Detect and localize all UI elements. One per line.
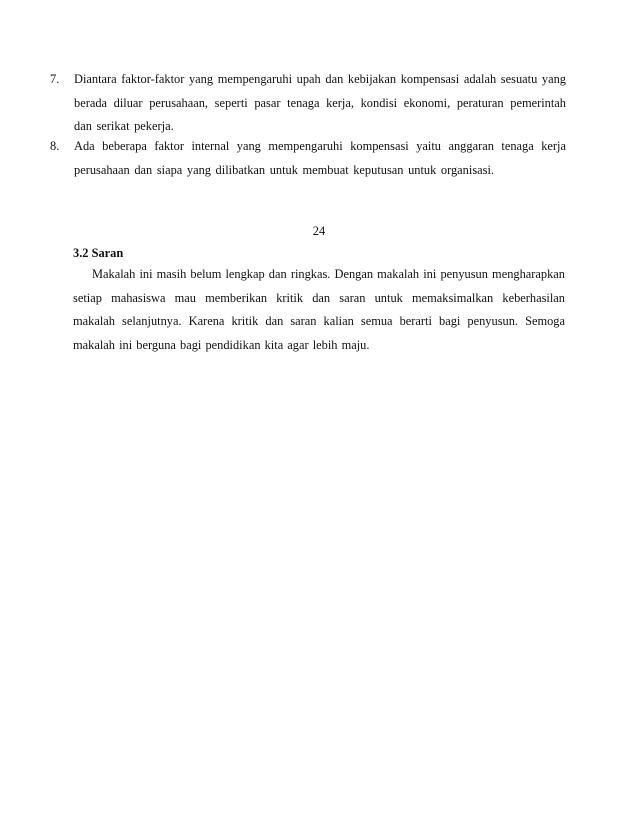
list-item-text: Ada beberapa faktor internal yang mempengaruhi kompensasi yaitu anggaran tenaga kerja perusahaan dan siapa yang dilibatkan untuk membuat keputusan untuk organisasi.: [74, 139, 566, 177]
page-number: 24: [312, 224, 326, 238]
list-item-number: 8.: [50, 139, 60, 153]
list-item: [50, 68, 566, 139]
list-item-number: 7.: [50, 72, 60, 86]
section-heading: 3.2 Saran: [73, 246, 124, 260]
section-paragraph: Makalah ini masih belum lengkap dan ringkas. Dengan makalah ini penyusun mengharapkan setiap mahasiswa mau memberikan kritik dan saran untuk memaksimalkan keberhasilan makalah selanjutnya. Karena kritik dan saran kalian semua berarti bagi penyusun. Semoga makalah ini berguna bagi pendidikan kita agar lebih maju.: [73, 267, 565, 352]
list-item: [50, 135, 566, 182]
list-item-text: Diantara faktor-faktor yang mempengaruhi upah dan kebijakan kompensasi adalah sesuatu yang berada diluar perusahaan, seperti pasar tenaga kerja, kondisi ekonomi, peraturan pemerintah dan serikat pekerja.: [74, 72, 566, 134]
